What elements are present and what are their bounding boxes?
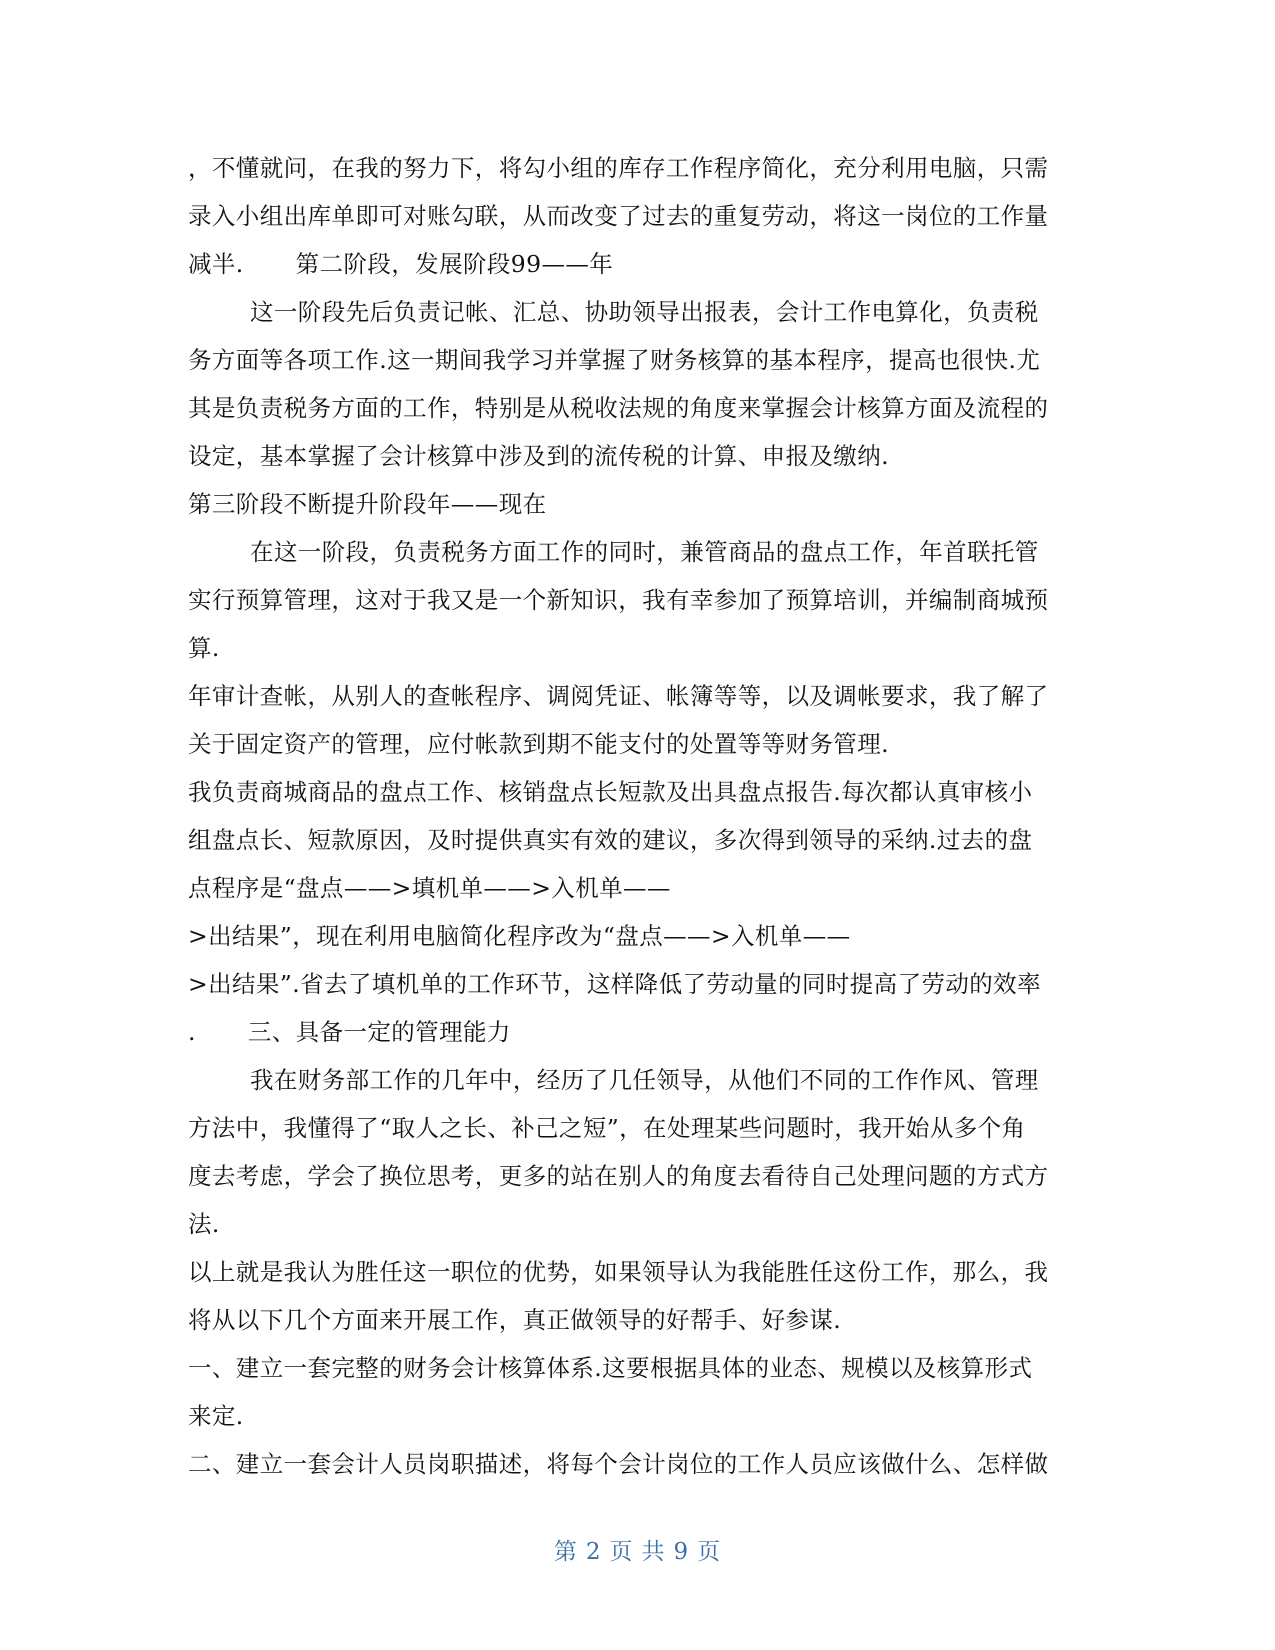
section-heading: 第三阶段不断提升阶段年——现在 [188,490,547,518]
text-line: >出结果”.省去了填机单的工作环节，这样降低了劳动量的同时提高了劳动的效率 [188,970,1041,998]
text-line: 录入小组出库单即可对账勾联，从而改变了过去的重复劳动，将这一岗位的工作量 [188,202,1049,230]
text-line: 设定，基本掌握了会计核算中涉及到的流传税的计算、申报及缴纳. [188,442,889,470]
footer-sep: 共 [641,1539,666,1565]
text-line: 以上就是我认为胜任这一职位的优势，如果领导认为我能胜任这份工作，那么，我 [188,1258,1049,1286]
text-line: 减半. 第二阶段，发展阶段99——年 [188,250,614,278]
footer-mid: 页 [609,1539,634,1565]
text-line: 关于固定资产的管理，应付帐款到期不能支付的处置等等财务管理. [188,730,889,758]
text-line: 我负责商城商品的盘点工作、核销盘点长短款及出具盘点报告.每次都认真审核小 [188,778,1033,806]
text-line: 组盘点长、短款原因，及时提供真实有效的建议，多次得到领导的采纳.过去的盘 [188,826,1033,854]
text-line: . 三、具备一定的管理能力 [188,1018,511,1046]
paragraph-start: 我在财务部工作的几年中，经历了几任领导，从他们不同的工作作风、管理 [250,1066,1039,1094]
section-heading: 三、具备一定的管理能力 [247,1018,511,1046]
text-line: 实行预算管理，这对于我又是一个新知识，我有幸参加了预算培训，并编制商城预 [188,586,1049,614]
text-line: 度去考虑，学会了换位思考，更多的站在别人的角度去看待自己处理问题的方式方 [188,1162,1049,1190]
document-body [188,144,1085,1488]
text-line: 其是负责税务方面的工作，特别是从税收法规的角度来掌握会计核算方面及流程的 [188,394,1049,422]
footer-prefix: 第 [553,1539,578,1565]
section-heading: 第二阶段，发展阶段99——年 [295,250,614,278]
text-line: 二、建立一套会计人员岗职描述，将每个会计岗位的工作人员应该做什么、怎样做 [188,1450,1049,1478]
text-line: 算. [188,634,220,662]
paragraph-start: 这一阶段先后负责记帐、汇总、协助领导出报表，会计工作电算化，负责税 [250,298,1039,326]
paragraph-start: 在这一阶段，负责税务方面工作的同时，兼管商品的盘点工作，年首联托管 [250,538,1039,566]
footer-suffix: 页 [697,1539,722,1565]
text-line: 法. [188,1210,220,1238]
text-line: ，不懂就问，在我的努力下，将勾小组的库存工作程序简化，充分利用电脑，只需 [188,154,1049,182]
text-line: >出结果”，现在利用电脑简化程序改为“盘点——>入机单—— [188,922,851,950]
text-line: 一、建立一套完整的财务会计核算体系.这要根据具体的业态、规模以及核算形式 [188,1354,1033,1382]
text-line: 来定. [188,1402,244,1430]
text-line: 点程序是“盘点——>填机单——>入机单—— [188,874,671,902]
text-line: 将从以下几个方面来开展工作，真正做领导的好帮手、好参谋. [188,1306,842,1334]
text-line: 方法中，我懂得了“取人之长、补己之短”，在处理某些问题时，我开始从多个角 [188,1114,1026,1142]
page-total: 9 [673,1539,690,1565]
page-number: 2 [585,1539,602,1565]
page-footer [0,1533,1275,1566]
text-line: 年审计查帐，从别人的查帐程序、调阅凭证、帐簿等等，以及调帐要求，我了解了 [188,682,1049,710]
text-line: 务方面等各项工作.这一期间我学习并掌握了财务核算的基本程序，提高也很快.尤 [188,346,1041,374]
